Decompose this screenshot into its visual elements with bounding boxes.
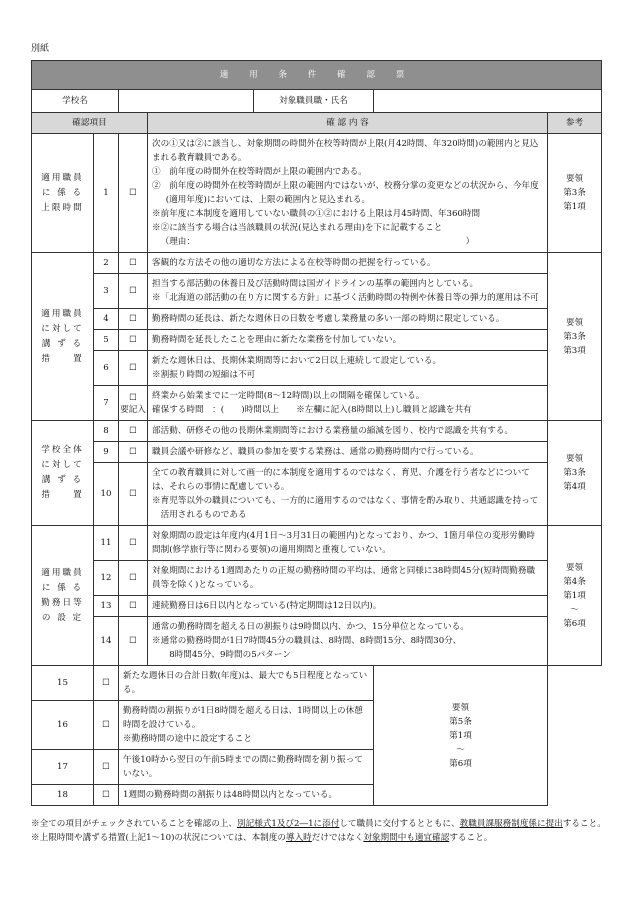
content-cell [148, 134, 548, 253]
table-row [32, 463, 602, 526]
content-line: 確保する時間 ：( )時間以上 ※左欄に記入(8時間以上)し職員と認識を共有 [152, 405, 472, 415]
checkbox-cell [119, 330, 148, 351]
content-line: 担当する部活動の休養日及び活動時間は国ガイドラインの基準の範囲内としている。 [152, 279, 479, 289]
item-number: 5 [94, 330, 119, 351]
checkbox[interactable]: ☐ [102, 762, 110, 772]
table-row [32, 253, 602, 274]
content-line: 終業から始業までに一定時間(8～12時間)以上の間隔を確保している。 [152, 391, 425, 401]
checkbox[interactable]: ☐ [129, 538, 137, 548]
content-cell [119, 785, 374, 806]
attachment-label: 別紙 [31, 44, 50, 54]
content-line: ※勤務時間の途中に設定すること [123, 734, 252, 744]
item-number: 9 [94, 442, 119, 463]
content-line: 職員会議や研修など、職員の参加を要する業務は、通常の勤務時間内で行っている。 [152, 447, 479, 457]
checkbox-cell [119, 526, 148, 561]
category-cell: 適用職員 に対して 講 ず る 措 置 [32, 253, 94, 421]
checkbox[interactable]: ☐ [102, 790, 110, 800]
table-row [32, 561, 602, 596]
content-line: 新たな週休日は、長期休業期間等において2日以上連続して設定している。 [152, 356, 442, 366]
header-ref: 参考 [548, 113, 602, 134]
content-cell [148, 442, 548, 463]
item-number: 18 [32, 785, 94, 806]
school-label: 学校名 [32, 90, 119, 113]
item-number: 12 [94, 561, 119, 596]
table-row [32, 596, 602, 617]
reference-cell: 要領 第3条 第4項 [548, 421, 602, 526]
item-number: 2 [94, 253, 119, 274]
checkbox[interactable]: ☐ [129, 447, 137, 457]
checkbox-cell [119, 421, 148, 442]
content-cell [148, 330, 548, 351]
content-line: 8時間45分、9時間の5パターン [169, 650, 291, 660]
content-line: 勤務時間の延長は、新たな週休日の日数を考慮し業務量の多い一部の時期に限定している。 [152, 314, 505, 324]
item-number: 6 [94, 351, 119, 386]
item-number: 15 [32, 666, 94, 701]
checkbox-cell [94, 750, 119, 785]
category-cell: 学校全体 に対して 講 ず る 措 置 [32, 421, 94, 526]
staff-name-field[interactable] [374, 90, 602, 113]
checkbox-cell [119, 561, 148, 596]
item-number: 14 [94, 617, 119, 666]
checkbox[interactable]: ☐ [129, 392, 137, 403]
content-line: ※②に該当する場合は当該職員の状況(見込まれる理由)を下に記載すること [152, 223, 443, 233]
checkbox[interactable]: ☐ [129, 426, 137, 436]
checkbox[interactable]: ☐ [129, 286, 137, 296]
content-line: ※「北海道の部活動の在り方に関する方針」に基づく活動時間の特例や休養日等の弾力的運用は不可 [152, 293, 539, 303]
header-content: 確 認 内 容 [148, 113, 548, 134]
checkbox-cell [119, 442, 148, 463]
content-line: 次の①又は②に該当し、対象期間の時間外在校等時間が上限(月42時間、年320時間)の範囲内と見込まれる教育職員である。 [152, 139, 539, 163]
table-row [32, 134, 602, 253]
checkbox[interactable]: ☐ [129, 489, 137, 499]
reference-cell: 要領 第5条 第1項 ～ 第6項 [374, 666, 548, 806]
checkbox-cell [119, 253, 148, 274]
category-cell: 適用職員 に 係 る 上限時間 [32, 134, 94, 253]
checkbox[interactable]: ☐ [102, 720, 110, 730]
checkbox[interactable]: ☐ [129, 573, 137, 583]
content-line: ※前年度に本制度を適用していない職員の①②における上限は月45時間、年360時間 [152, 209, 481, 219]
content-line: 勤務時間の割振りが1日8時間を超える日は、1時間以上の休憩時間を設けている。 [123, 706, 363, 730]
content-line: 通常の勤務時間を超える日の割振りは9時間以内、かつ、15分単位となっている。 [152, 622, 469, 632]
table-row [32, 309, 602, 330]
content-line: 対象期間における1週間あたりの正規の勤務時間の平均は、通常と同様に38時間45分(短時間勤務職員等を除く)となっている。 [152, 566, 536, 590]
content-cell [148, 596, 548, 617]
checkbox[interactable]: ☐ [129, 335, 137, 345]
checkbox[interactable]: ☐ [129, 258, 137, 268]
item-number: 1 [94, 134, 119, 253]
item-number: 11 [94, 526, 119, 561]
table-row [32, 351, 602, 386]
content-line: 1週間の勤務時間の割振りは48時間以内となっている。 [123, 790, 338, 800]
confirmation-table [31, 60, 602, 806]
reference-cell: 要領 第3条 第1項 [548, 134, 602, 253]
content-line: 午後10時から翌日の午前5時までの間に勤務時間を割り振っていない。 [123, 755, 363, 779]
content-cell [119, 666, 374, 701]
content-line: ② 前年度の時間外在校等時間が上限の範囲内ではないが、校務分掌の変更などの状況から、今年度(適用年度)においては、上限の範囲内と見込まれる。 [152, 181, 539, 205]
checkbox-cell [94, 785, 119, 806]
form-title: 適 用 条 件 確 認 票 [32, 61, 602, 90]
category-cell: 適用職員 に 係 る 勤務日等 の 設 定 [32, 526, 94, 666]
content-cell [148, 274, 548, 309]
item-number: 16 [32, 701, 94, 750]
item-number: 7 [94, 386, 119, 421]
content-cell [148, 421, 548, 442]
item-number: 4 [94, 309, 119, 330]
content-line: 新たな週休日の合計日数(年度)は、最大でも5日程度となっている。 [123, 671, 368, 695]
checkbox[interactable]: ☐ [129, 636, 137, 646]
table-row [32, 617, 602, 666]
checkbox[interactable]: ☐ [129, 188, 137, 198]
school-name-field[interactable] [119, 90, 254, 113]
content-line: （理由： ） [160, 237, 475, 247]
item-number: 10 [94, 463, 119, 526]
table-row [32, 421, 602, 442]
checkbox-cell [119, 617, 148, 666]
staff-label: 対象職員職・氏名 [254, 90, 374, 113]
content-line: 勤務時間を延長したことを理由に新たな業務を付加していない。 [152, 335, 402, 345]
checkbox-cell [119, 134, 148, 253]
content-cell [148, 463, 548, 526]
content-cell [119, 701, 374, 750]
content-line: 全ての教育職員に対して画一的に本制度を適用するのではなく、育児、介護を行う者などについては、それらの事情に配慮している。 [152, 468, 530, 492]
content-cell [148, 561, 548, 596]
checkbox[interactable]: ☐ [102, 678, 110, 688]
checkbox[interactable]: ☐ [129, 363, 137, 373]
checkbox-cell [119, 351, 148, 386]
footer-note-2: ※上限時間や講ずる措置(上記1～10)の状況については、本制度の導入時だけではなく対象期間中も適宜確認すること。 [31, 833, 493, 843]
table-row [32, 274, 602, 309]
checkbox-cell [119, 463, 148, 526]
content-cell [148, 253, 548, 274]
footer-notes [31, 817, 606, 845]
table-row [32, 442, 602, 463]
checkbox-cell [119, 309, 148, 330]
table-row [32, 386, 602, 421]
item-number: 8 [94, 421, 119, 442]
item-number: 13 [94, 596, 119, 617]
item-number: 3 [94, 274, 119, 309]
item-number: 17 [32, 750, 94, 785]
content-line: 客観的な方法その他の適切な方法による在校等時間の把握を行っている。 [152, 258, 436, 268]
content-cell [148, 309, 548, 330]
content-line: 連続勤務日は6日以内となっている(特定期間は12日以内)。 [152, 601, 382, 611]
checkbox-cell [94, 666, 119, 701]
content-line: 対象期間の設定は年度内(4月1日～3月31日の範囲内)となっており、かつ、1箇月単位の変形労働時間制(修学旅行等に関わる要領)の適用期間と重複していない。 [152, 531, 535, 555]
checkbox[interactable]: ☐ [129, 601, 137, 611]
checkbox-cell [119, 596, 148, 617]
check-rows [32, 134, 602, 806]
checkbox[interactable]: ☐ [129, 314, 137, 324]
content-line: ※通常の勤務時間が1日7時間45分の職員は、8時間、8時間15分、8時間30分、 [152, 636, 462, 646]
reference-cell: 要領 第4条 第1項 ～ 第6項 [548, 526, 602, 666]
content-cell [148, 526, 548, 561]
checkbox-cell [119, 274, 148, 309]
content-cell [148, 351, 548, 386]
content-line: 部活動、研修その他の長期休業期間等における業務量の縮減を図り、校内で認識を共有する。 [152, 426, 513, 436]
table-row [32, 330, 602, 351]
content-cell [148, 617, 548, 666]
table-row [32, 666, 602, 701]
header-item: 確認項目 [32, 113, 148, 134]
content-cell [119, 750, 374, 785]
checkbox-cell [119, 386, 148, 421]
footer-note-1: ※全ての項目がチェックされていることを確認の上、別記様式1及び2―1に添付して職員に交付するとともに、教職員課服務制度係に提出すること。 [31, 819, 606, 829]
content-line: ※育児等以外の職員についても、一方的に適用するのではなく、事情を酌み取り、共通認識を持って活用されるものである [152, 496, 539, 520]
table-row [32, 526, 602, 561]
content-line: ① 前年度の時間外在校等時間が上限の範囲内である。 [152, 167, 367, 177]
reference-cell: 要領 第3条 第3項 [548, 253, 602, 421]
fill-in-note: 要記入 [120, 404, 146, 415]
content-cell [148, 386, 548, 421]
content-line: ※割振り時間の短縮は不可 [152, 370, 256, 380]
checkbox-cell [94, 701, 119, 750]
